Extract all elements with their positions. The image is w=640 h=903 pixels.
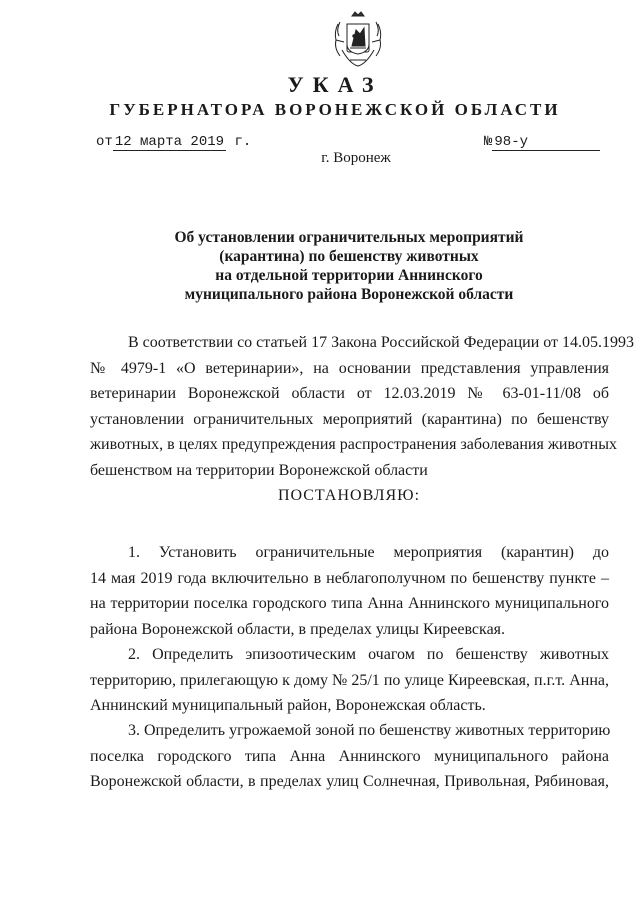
item-1-paragraph [90, 540, 609, 642]
paragraph-line: ветеринарии Воронежской области от 12.03.2019 № 63-01-11/08 об [90, 385, 609, 402]
heading-line: (карантина) по бешенству животных [219, 248, 479, 265]
paragraph-line: Воронежской области, в пределах улиц Солнечная, Привольная, Рябиновая, [90, 773, 609, 790]
preamble-paragraph [90, 330, 635, 483]
decree-heading [0, 228, 640, 304]
heading-line: на отдельной территории Аннинского [215, 267, 483, 284]
heading-line: Об установлении ограничительных мероприятий [174, 229, 524, 246]
decree-title: УКАЗ [287, 72, 383, 97]
number-value: 98-у [492, 134, 600, 151]
paragraph-line: бешенством на территории Воронежской области [90, 461, 428, 479]
paragraph-line: 2. Определить эпизоотическим очагом по бешенству животных [128, 646, 609, 663]
date-prefix: от [96, 134, 113, 150]
coat-of-arms-emblem [330, 10, 386, 72]
heading-line: муниципального района Воронежской области [184, 286, 514, 303]
paragraph-line: животных, в целях предупреждения распространения заболевания животных [90, 436, 617, 453]
paragraph-line: установлении ограничительных мероприятий (карантина) по бешенству [90, 410, 609, 428]
resolve-heading: ПОСТАНОВЛЯЮ: [277, 487, 421, 504]
decree-issuer: ГУБЕРНАТОРА ВОРОНЕЖСКОЙ ОБЛАСТИ [109, 100, 561, 119]
date-suffix: г. [234, 134, 252, 150]
paragraph-line: 1. Установить ограничительные мероприятия (карантин) до [128, 544, 609, 561]
city-label: г. Воронеж [321, 150, 391, 166]
number-prefix: № [484, 134, 493, 150]
date-value: 12 марта 2019 [114, 134, 225, 150]
paragraph-line: района Воронежской области, в пределах улицы Киреевская. [90, 620, 506, 638]
paragraph-line: на территории поселка городского типа Анна Аннинского муниципального [90, 595, 609, 612]
paragraph-line: поселка городского типа Анна Аннинского муниципального района [90, 747, 609, 765]
decree-number [484, 134, 600, 151]
paragraph-line: В соответствии со статьей 17 Закона Российской Федерации от 14.05.1993 [128, 334, 635, 351]
paragraph-line: Аннинский муниципальный район, Воронежская область. [90, 697, 486, 714]
paragraph-line: № 4979-1 «О ветеринарии», на основании представления управления [90, 359, 609, 377]
decree-date [96, 134, 251, 151]
item-2-paragraph [90, 642, 609, 719]
paragraph-line: территорию, прилегающую к дому № 25/1 по улице Киреевская, п.г.т. Анна, [90, 671, 609, 689]
item-3-paragraph [90, 718, 609, 795]
paragraph-line: 3. Определить угрожаемой зоной по бешенству животных территорию [128, 722, 611, 739]
paragraph-line: 14 мая 2019 года включительно в неблагополучном по бешенству пункте – [90, 569, 609, 587]
